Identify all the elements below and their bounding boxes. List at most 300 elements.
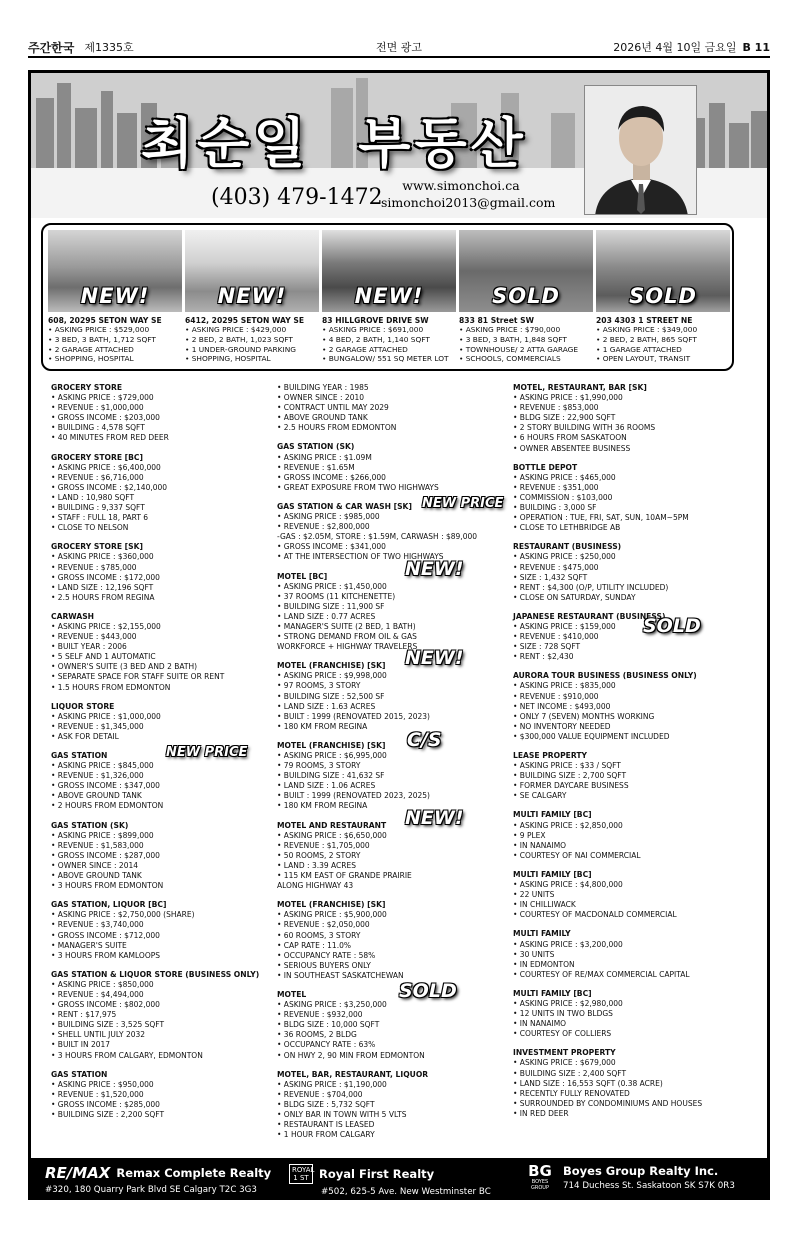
listing-detail: • GROSS INCOME : $203,000 [51,413,160,423]
business-listing[interactable] [51,970,281,1061]
listing-detail: • 37 ROOMS (11 KITCHENETTE) [277,591,396,601]
listing-detail: • 60 ROOMS, 3 STORY [277,930,361,940]
listing-heading: MOTEL [277,989,307,999]
listing-detail: • ASKING PRICE : $2,850,000 [513,820,623,830]
listing-detail: • REVENUE : $1,000,000 [51,403,144,413]
listing-detail: • RENT : $4,300 (O/P, UTILITY INCLUDED) [513,582,669,592]
listing-heading: MOTEL, RESTAURANT, BAR [SK] [513,383,647,392]
listing-detail: • 97 ROOMS, 3 STORY [277,681,361,691]
listing-detail: • RENT : $17,975 [51,1010,117,1020]
listing-detail: • LAND : 10,980 SQFT [51,492,135,502]
listing-detail: • OWNER SINCE : 2010 [277,393,365,403]
listing-detail: • ASKING PRICE : $691,000 [322,325,424,334]
listing-detail: • 2 HOURS FROM EDMONTON [51,801,164,811]
listing-detail: • 79 ROOMS, 3 STORY [277,761,361,771]
listing-detail: • MANAGER'S SUITE [51,940,127,950]
listing-detail: • OPEN LAYOUT, TRANSIT [596,354,691,364]
listing-detail: • SERIOUS BUYERS ONLY [277,960,371,970]
listing-card[interactable] [48,230,183,364]
listing-detail: • COURTESY OF NAI COMMERCIAL [513,850,641,860]
listing-address: 83 HILLGROVE DRIVE SW [322,316,429,325]
listing-detail: • ONLY 7 (SEVEN) MONTHS WORKING [513,711,655,721]
contact-web [381,177,556,211]
listing-detail: • BUNGALOW/ 551 SQ METER LOT [322,354,449,364]
listing-heading: CARWASH [51,611,95,621]
listing-detail: • BUILDING SIZE : 2,200 SQFT [51,1110,165,1119]
listing-detail: • SIZE : 1,432 SQFT [513,572,588,582]
listing-detail: • BUILT IN 2017 [51,1040,111,1050]
business-listing[interactable] [51,1070,281,1120]
listing-detail: • ASKING PRICE : $1,190,000 [277,1079,387,1089]
business-listing[interactable] [277,383,507,433]
listing-detail: ALONG HIGHWAY 43 [277,881,354,891]
listing-detail: • ASKING PRICE : $529,000 [48,325,150,334]
listing-heading: MULTI FAMILY [BC] [513,988,592,998]
listing-heading: GAS STATION & LIQUOR STORE (BUSINESS ONLY) [51,969,260,979]
remax-logo: RE/MAX [45,1164,111,1182]
listing-detail: • LAND SIZE : 16,553 SQFT (0.38 ACRE) [513,1078,663,1088]
email-link[interactable]: simonchoi2013@gmail.com [381,195,556,210]
listing-detail: • ASKING PRICE : $33 / SQFT [513,761,621,771]
listing-detail: • 50 ROOMS, 2 STORY [277,850,361,860]
listing-detail: • STRONG DEMAND FROM OIL & GAS [277,632,417,642]
listing-detail: • REVENUE : $932,000 [277,1010,363,1020]
listing-detail: • 1 UNDER-GROUND PARKING [185,344,296,354]
listing-card[interactable] [322,230,457,364]
listing-detail: • RENT : $2,430 [513,652,574,662]
listing-heading: MOTEL (FRANCHISE) [SK] [277,661,386,671]
business-listing[interactable] [51,542,281,603]
listing-detail: • GROSS INCOME : $347,000 [51,781,160,791]
page-number: B 11 [742,40,770,54]
listing-detail: • LAND SIZE : 1.63 ACRES [277,701,376,711]
listing-detail: • ASK FOR DETAIL [51,731,119,741]
listing-detail: • ASKING PRICE : $465,000 [513,472,616,482]
status-badge: C/S [407,728,442,751]
listing-detail: • ASKING PRICE : $5,900,000 [277,910,387,920]
listing-heading: GAS STATION [51,1069,108,1079]
listing-detail: • IN RED DEER [513,1108,569,1118]
listing-detail: • BUILT : 1999 (RENOVATED 2023, 2025) [277,791,430,801]
listing-detail: • BUILDING SIZE : 52,500 SF [277,691,385,701]
listing-photo [459,230,593,312]
listing-detail: • 6 HOURS FROM SASKATOON [513,433,627,443]
listing-detail: • REVENUE : $1,583,000 [51,840,144,850]
listing-detail: • BUILDING SIZE : 2,700 SQFT [513,771,627,781]
listing-heading: GAS STATION, LIQUOR [BC] [51,900,167,910]
listing-detail: • IN CHILLIWACK [513,900,576,910]
boyes-logo-mark: BG [528,1162,552,1180]
boyes-name: Boyes Group Realty Inc. [563,1164,719,1178]
business-listing[interactable] [277,495,507,563]
listing-detail: • REVENUE : $2,800,000 [277,522,370,532]
listing-detail: • FORMER DAYCARE BUSINESS [513,781,629,791]
newspaper-header [28,38,770,58]
listing-detail: • COURTESY OF COLLIERS [513,1029,612,1039]
website-link[interactable]: www.simonchoi.ca [402,178,520,193]
listing-card[interactable] [459,230,594,364]
listing-detail: • IN NANAIMO [513,1019,567,1029]
listing-detail: • BUILDING SIZE : 41,632 SF [277,771,385,781]
royal-agency [289,1164,491,1197]
listing-detail: • BLDG SIZE : 5,732 SQFT [277,1099,375,1109]
listing-stamp: SOLD [492,284,560,308]
listing-heading: MULTI FAMILY [BC] [513,869,592,879]
listing-detail: • REVENUE : $1,520,000 [51,1089,144,1099]
listing-detail: • LAND SIZE : 1.06 ACRES [277,781,376,791]
listing-heading: GROCERY STORE [SK] [51,542,143,552]
listing-detail: • BUILDING SIZE : 3,525 SQFT [51,1020,165,1030]
listing-detail: • BUILDING SIZE : 11,900 SF [277,601,385,611]
business-listing[interactable] [277,1070,507,1141]
listing-detail: • REVENUE : $1,345,000 [51,721,144,731]
listing-detail: • ASKING PRICE : $1.09M [277,452,372,462]
listing-heading: GAS STATION [51,751,108,760]
listing-detail: • CLOSE TO LETHBRIDGE AB [513,523,621,533]
listing-detail: • 4 BED, 2 BATH, 1,140 SQFT [322,334,430,344]
listing-detail: • ASKING PRICE : $845,000 [51,761,154,771]
listing-detail: • OCCUPANCY RATE : 58% [277,950,376,960]
listing-stamp: NEW! [354,284,424,308]
listing-detail: • BLDG SIZE : 22,900 SQFT [513,413,616,423]
listing-heading: GAS STATION & CAR WASH [SK] [277,501,412,511]
issue-number: 제1335호 [84,41,134,54]
issue-date: 2026년 4월 10일 금요일 [613,41,737,54]
business-listing[interactable] [513,810,743,860]
listing-detail: • LAND : 3.39 ACRES [277,860,356,870]
listing-detail: • REVENUE : $1,705,000 [277,840,370,850]
listing-detail: • ONLY BAR IN TOWN WITH 5 VLTS [277,1110,407,1119]
listing-detail: • REVENUE : $1,326,000 [51,771,144,781]
section-label: 전면 광고 [375,41,422,54]
listing-detail: • COURTESY OF MACDONALD COMMERCIAL [513,910,677,920]
business-listing[interactable] [513,751,743,801]
listing-heading: MOTEL [BC] [277,571,328,581]
listing-detail: • 9 PLEX [513,830,546,840]
status-badge: NEW PRICE [422,495,504,511]
listing-detail: • ASKING PRICE : $2,980,000 [513,998,623,1008]
listing-detail: • REVENUE : $3,740,000 [51,920,144,930]
newspaper-name: 주간한국 [28,40,75,55]
listing-detail: • REVENUE : $410,000 [513,632,599,642]
listing-heading: LEASE PROPERTY [513,751,588,760]
listing-detail: • RESTAURANT IS LEASED [277,1120,375,1130]
listing-detail: • BUILDING : 3,000 SF [513,503,597,513]
listing-stamp: NEW! [217,284,287,308]
listing-detail: • IN EDMONTON [513,959,575,969]
listing-detail: • STAFF : FULL 18, PART 6 [51,513,149,523]
phone-number[interactable]: (403) 479-1472 [211,185,383,210]
listing-detail: • REVENUE : $6,716,000 [51,472,144,482]
status-badge: SOLD [643,614,701,637]
agency-title: 최순일 부동산 [141,112,527,175]
listing-detail: • 1.5 HOURS FROM EDMONTON [51,682,171,692]
listing-detail: • ASKING PRICE : $835,000 [513,681,616,691]
listing-detail: • ASKING PRICE : $1,990,000 [513,393,623,403]
listing-detail: • OWNER ABSENTEE BUSINESS [513,443,631,453]
listing-detail: • 2 STORY BUILDING WITH 36 ROOMS [513,423,656,433]
business-listing[interactable] [513,870,743,920]
listing-address: 6412, 20295 SETON WAY SE [185,316,305,325]
listing-detail: • SHELL UNTIL JULY 2032 [51,1030,146,1040]
listing-address: 608, 20295 SETON WAY SE [48,316,162,325]
business-listing[interactable] [277,900,507,981]
listing-detail: • ABOVE GROUND TANK [277,413,368,423]
boyes-logo-sub: BOYES GROUP [531,1179,549,1191]
listing-detail: • LAND SIZE : 12,196 SQFT [51,582,154,592]
business-listing[interactable] [51,900,281,961]
listing-address: 833 81 Street SW [459,316,534,325]
listing-detail: • 3 HOURS FROM EDMONTON [51,881,164,891]
listing-detail: • REVENUE : $2,050,000 [277,920,370,930]
listing-detail: • REVENUE : $1.65M [277,462,355,472]
listing-heading: BOTTLE DEPOT [513,462,578,472]
business-listing[interactable] [51,821,281,892]
listing-stamp: SOLD [629,284,697,308]
listing-detail: • 1 GARAGE ATTACHED [596,344,682,354]
listing-detail: • ASKING PRICE : $729,000 [51,393,154,403]
listing-detail: • 1 HOUR FROM CALGARY [277,1130,375,1140]
listing-detail: • 3 HOURS FROM KAMLOOPS [51,950,161,960]
listing-heading: GAS STATION (SK) [277,442,355,452]
listing-heading: MOTEL (FRANCHISE) [SK] [277,740,386,750]
listing-detail: • GROSS INCOME : $712,000 [51,930,160,940]
listing-detail: • SHOPPING, HOSPITAL [185,354,271,364]
listing-detail: • REVENUE : $475,000 [513,562,599,572]
listing-detail: • ON HWY 2, 90 MIN FROM EDMONTON [277,1050,425,1060]
listing-detail: • CLOSE TO NELSON [51,523,129,533]
listing-detail: • SCHOOLS, COMMERCIALS [459,354,561,364]
listing-card[interactable] [596,230,731,364]
business-listing[interactable] [277,442,507,492]
business-listing[interactable] [51,745,281,812]
listing-photo [322,230,456,312]
listing-detail: • REVENUE : $910,000 [513,691,599,701]
featured-listings [41,223,734,371]
listing-detail: • 2 GARAGE ATTACHED [48,344,134,354]
listing-detail: • 180 KM FROM REGINA [277,801,368,811]
listing-heading: GROCERY STORE [BC] [51,452,143,462]
listing-detail: • COMMISSION : $103,000 [513,492,613,502]
royal-logo: ROYAL 1 ST [289,1164,313,1184]
business-column-left [51,383,281,1129]
boyes-logo [523,1164,557,1191]
listing-detail: • ASKING PRICE : $1,450,000 [277,581,387,591]
listing-heading: GAS STATION (SK) [51,820,129,830]
listing-detail: • 30 UNITS [513,949,555,959]
listing-detail: • ASKING PRICE : $679,000 [513,1058,616,1068]
listing-detail: • ABOVE GROUND TANK [51,871,142,881]
listing-detail: • ASKING PRICE : $9,998,000 [277,671,387,681]
listing-detail: • GROSS INCOME : $802,000 [51,1000,160,1010]
business-listing[interactable] [513,671,743,742]
listing-detail: • ASKING PRICE : $429,000 [185,325,287,334]
listing-address: 203 4303 1 STREET NE [596,316,693,325]
listing-heading: INVESTMENT PROPERTY [513,1048,616,1058]
business-listing[interactable] [51,702,281,742]
listing-detail: • ASKING PRICE : $6,995,000 [277,751,387,760]
listing-detail: WORKFORCE + HIGHWAY TRAVELERS [277,642,418,652]
listing-detail: • LAND SIZE : 0.77 ACRES [277,611,376,621]
remax-name: Remax Complete Realty [116,1166,272,1180]
listing-detail: • NO INVENTORY NEEDED [513,721,611,731]
royal-address: #502, 625-5 Ave. New Westminster BC [321,1187,491,1197]
status-badge: SOLD [399,979,457,1002]
listing-detail: • BUILDING YEAR : 1985 [277,383,369,392]
listing-detail: • ASKING PRICE : $850,000 [51,979,154,989]
listing-detail: • OCCUPANCY RATE : 63% [277,1040,376,1050]
listing-detail: • ASKING PRICE : $1,000,000 [51,711,161,721]
listing-detail: • 180 KM FROM REGINA [277,721,368,731]
agency-footer [31,1158,767,1197]
business-listing[interactable] [277,979,507,1061]
listing-photo [185,230,319,312]
listing-detail: • COURTESY OF RE/MAX COMMERCIAL CAPITAL [513,969,690,979]
listing-detail: • ASKING PRICE : $2,750,000 (SHARE) [51,910,195,920]
listing-detail: • GROSS INCOME : $172,000 [51,572,160,582]
listing-detail: • REVENUE : $4,494,000 [51,989,144,999]
status-badge: NEW! [405,806,464,829]
business-listing[interactable] [513,612,743,662]
listing-detail: • OWNER SINCE : 2014 [51,860,139,870]
remax-address: #320, 180 Quarry Park Blvd SE Calgary T2C 3G3 [45,1185,257,1195]
listing-heading: MULTI FAMILY [BC] [513,810,592,820]
listing-detail: • 3 BED, 3 BATH, 1,712 SQFT [48,334,156,344]
listing-detail: • TOWNHOUSE/ 2 ATTA GARAGE [459,344,579,354]
listing-detail: • GREAT EXPOSURE FROM TWO HIGHWAYS [277,482,439,492]
status-badge: NEW! [405,557,464,580]
listing-heading: RESTAURANT (BUSINESS) [513,542,622,552]
listing-photo [596,230,730,312]
listing-heading: LIQUOR STORE [51,701,115,711]
listing-photo [48,230,182,312]
listing-detail: • BUILT YEAR : 2006 [51,642,127,652]
listing-card[interactable] [185,230,320,364]
business-listing[interactable] [51,612,281,693]
listing-detail: • REVENUE : $351,000 [513,482,599,492]
business-listing[interactable] [513,542,743,603]
listing-heading: AURORA TOUR BUSINESS (BUSINESS ONLY) [513,671,697,681]
listing-detail: • OWNER'S SUITE (3 BED AND 2 BATH) [51,662,198,672]
listing-detail: • ASKING PRICE : $349,000 [596,325,698,334]
listing-detail: • ASKING PRICE : $360,000 [51,552,154,562]
listing-detail: • REVENUE : $704,000 [277,1089,363,1099]
listing-detail: • ASKING PRICE : $790,000 [459,325,561,334]
listing-detail: • AT THE INTERSECTION OF TWO HIGHWAYS [277,552,444,562]
listing-heading: JAPANESE RESTAURANT (BUSINESS) [513,611,666,621]
listing-detail: • CAP RATE : 11.0% [277,940,351,950]
listing-detail: • GROSS INCOME : $285,000 [51,1099,160,1109]
remax-agency [45,1164,271,1195]
listing-detail: • 22 UNITS [513,890,555,900]
listing-detail: • ASKING PRICE : $159,000 [513,621,616,631]
listing-detail: • 3 HOURS FROM CALGARY, EDMONTON [51,1050,203,1060]
listing-detail: • 12 UNITS IN TWO BLDGS [513,1009,613,1019]
listing-detail: • BUILT : 1999 (RENOVATED 2015, 2023) [277,711,430,721]
listing-detail: • SIZE : 728 SQFT [513,642,581,652]
business-listing[interactable] [277,728,507,812]
listing-heading: MOTEL (FRANCHISE) [SK] [277,900,386,910]
listing-detail: • NET INCOME : $493,000 [513,701,611,711]
listing-detail: • SE CALGARY [513,791,567,801]
listing-detail: • ASKING PRICE : $3,200,000 [513,939,623,949]
listing-detail: • GROSS INCOME : $287,000 [51,850,160,860]
listing-detail: • ASKING PRICE : $985,000 [277,512,380,522]
business-column-right [513,383,743,1128]
full-page-ad [28,70,770,1200]
listing-detail: • 36 ROOMS, 2 BLDG [277,1030,357,1040]
listing-detail: • REVENUE : $785,000 [51,562,137,572]
listing-detail: • RECENTLY FULLY RENOVATED [513,1088,630,1098]
ad-banner [31,73,767,218]
listing-detail: • SURROUNDED BY CONDOMINIUMS AND HOUSES [513,1098,703,1108]
listing-detail: -GAS : $2.05M, STORE : $1.59M, CARWASH : $89,000 [277,532,478,542]
listing-detail: • 2.5 HOURS FROM REGINA [51,592,155,602]
listing-detail: • SEPARATE SPACE FOR STAFF SUITE OR RENT [51,672,225,682]
business-listing[interactable] [513,929,743,979]
business-column-middle [277,383,507,1149]
listing-heading: MOTEL, BAR, RESTAURANT, LIQUOR [277,1069,429,1079]
business-listing[interactable] [513,463,743,534]
listing-detail: • BUILDING : 9,337 SQFT [51,503,145,513]
listing-detail: • BLDG SIZE : 10,000 SQFT [277,1020,380,1030]
listing-detail: • 2 BED, 2 BATH, 1,023 SQFT [185,334,293,344]
listing-detail: • ASKING PRICE : $6,400,000 [51,462,161,472]
listing-detail: • ASKING PRICE : $4,800,000 [513,880,623,890]
status-badge: NEW! [405,647,464,670]
listing-detail: • ASKING PRICE : $2,155,000 [51,621,161,631]
listing-detail: • ABOVE GROUND TANK [51,791,142,801]
boyes-agency [523,1164,735,1191]
listing-detail: • ASKING PRICE : $6,650,000 [277,830,387,840]
business-listing[interactable] [513,989,743,1039]
listing-detail: • 115 KM EAST OF GRANDE PRAIRIE [277,871,412,881]
listing-detail: • GROSS INCOME : $341,000 [277,542,386,552]
listing-detail: • 2.5 HOURS FROM EDMONTON [277,423,397,433]
listing-detail: • 40 MINUTES FROM RED DEER [51,433,169,443]
listing-stamp: NEW! [80,284,150,308]
listing-detail: • 5 SELF AND 1 AUTOMATIC [51,652,156,662]
listing-detail: • ASKING PRICE : $899,000 [51,830,154,840]
listing-detail: • CONTRACT UNTIL MAY 2029 [277,403,389,413]
business-listing[interactable] [51,383,281,444]
listing-detail: • $300,000 VALUE EQUIPMENT INCLUDED [513,731,670,741]
listing-detail: • ASKING PRICE : $250,000 [513,552,616,562]
listing-detail: • 2 GARAGE ATTACHED [322,344,408,354]
listing-detail: • BUILDING : 4,578 SQFT [51,423,145,433]
business-listing[interactable] [513,1048,743,1119]
listing-detail: • ASKING PRICE : $3,250,000 [277,1000,387,1010]
listing-detail: • MANAGER'S SUITE (2 BED, 1 BATH) [277,621,416,631]
listing-detail: • 3 BED, 3 BATH, 1,848 SQFT [459,334,567,344]
royal-name: Royal First Realty [319,1167,435,1181]
business-listing[interactable] [51,453,281,534]
listing-detail: • 2 BED, 2 BATH, 865 SQFT [596,334,697,344]
business-listing[interactable] [513,383,743,454]
listing-detail: • IN NANAIMO [513,840,567,850]
status-badge: NEW PRICE [166,745,248,760]
listing-detail: • BUILDING SIZE : 2,400 SQFT [513,1068,627,1078]
listing-detail: • GROSS INCOME : $266,000 [277,472,386,482]
listing-detail: • IN SOUTHEAST SASKATCHEWAN [277,970,404,980]
listing-heading: MOTEL AND RESTAURANT [277,820,387,830]
boyes-address: 714 Duchess St. Saskatoon SK S7K 0R3 [563,1181,735,1191]
listing-detail: • REVENUE : $443,000 [51,632,137,642]
listing-detail: • SHOPPING, HOSPITAL [48,354,134,364]
listing-detail: • REVENUE : $853,000 [513,403,599,413]
listing-heading: MULTI FAMILY [513,929,571,939]
listing-detail: • GROSS INCOME : $2,140,000 [51,482,168,492]
